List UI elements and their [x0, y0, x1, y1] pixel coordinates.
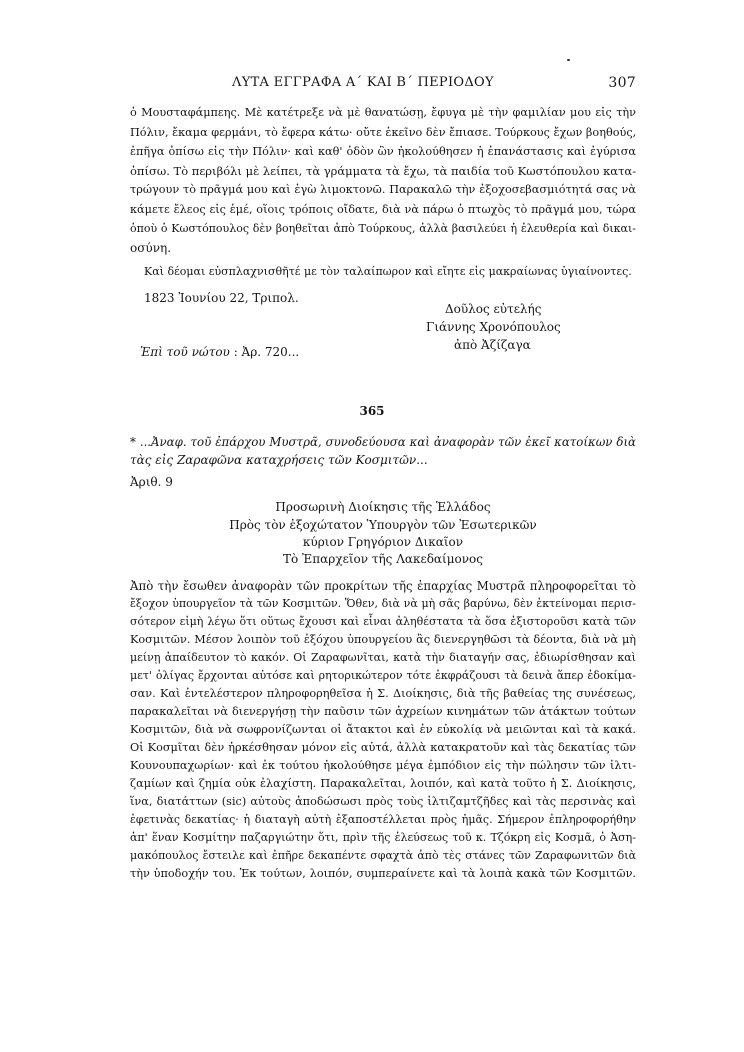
text-line: ζαμίων καὶ ζημία οὐκ ἐλαχίστη. Παρακαλεῖται, λοιπόν, καὶ κατὰ τοῦτο ἡ Σ. Διοίκησις,	[130, 777, 636, 790]
text-line: ἐπῆγα ὀπίσω εἰς τὴν Πόλιν· καὶ καθ' ὁδὸν ὢν ἠκολούθησεν ἡ ἐπανάστασις καὶ ἐγύρισα	[130, 145, 636, 158]
text-line: Κοσμιτῶν, διὰ νὰ σωφρονίζωνται οἱ ἄτακτοι καὶ ἐν εὐκολίᾳ νὰ μειῶνται καὶ τὰ κακά.	[130, 723, 636, 736]
text-line: σαν. Καὶ ἐντελέστερον πληροφορηθεῖσα ἡ Σ. Διοίκησις, διὰ τῆς βαθείας της συνέσεως,	[130, 687, 636, 700]
running-title: ΛΥΤΑ ΕΓΓΡΑΦΑ Α΄ ΚΑΙ Β΄ ΠΕΡΙΟΔΟΥ	[232, 75, 494, 90]
text-line: τὴν ὑποδοχήν του. Ἐκ τούτων, λοιπόν, συμπεραίνετε καὶ τὰ λοιπὰ κακὰ τῶν Κοσμιτῶν.	[130, 867, 636, 880]
text-line: παρακαλεῖται νὰ διενεργήσῃ τὴν παῦσιν τῶν ἀχρείων κινημάτων τῶν ἀτάκτων τούτων	[130, 705, 636, 718]
text-line: μείνῃ ἀπαίδευτον τὸ κακόν. Οἱ Ζαραφωνῖται, κατὰ τὴν διαταγήν σας, ἐδιωρίσθησαν καὶ	[130, 651, 636, 664]
address-line: Προσωρινὴ Διοίκησις τῆς Ἑλλάδος	[275, 500, 491, 514]
text-line: Κοσμιτῶν. Μέσον λοιπὸν τοῦ ἐξόχου ὑπουργείου ἂς διενεργηθῶσι τὰ δέοντα, διὰ νὰ μὴ	[130, 633, 636, 646]
text-line: ἐφετινὰς δεκατίας· ἡ διαταγὴ αὐτὴ ἐξαποστέλλεται πρὸς ἡμᾶς. Σήμερον ἐπληροφορήθην	[130, 813, 636, 826]
text-line: Πόλιν, ἔκαμα φερμάνι, τὸ ἔφερα κάτω· οὔτε ἐκεῖνο δὲν ἔπιασε. Τούρκους ἔχων βοηθούς,	[130, 126, 637, 139]
document-summary: τὰς εἰς Ζαραφῶνα καταχρήσεις τῶν Κοσμιτῶν...	[130, 453, 428, 467]
signature-line: Δοῦλος εὐτελής	[445, 302, 542, 316]
text-line: ὀπίσω. Τὸ περιβόλι μὲ λείπει, τὰ γράμματα τὰ ἔχω, τὰ παιδία τοῦ Κωστόπουλου κατα-	[130, 164, 637, 178]
text-line: ἀπ' ἕναν Κοσμίτην παζαργιώτην ὅτι, πρὶν τῆς ἐλεύσεως τοῦ κ. Τζόκρη εἰς Κοσμᾶ, ὁ Ἀση-	[130, 831, 636, 844]
document-number: 365	[359, 404, 385, 418]
address-line: Πρὸς τὸν ἐξοχώτατον Ὑπουργὸν τῶν Ἐσωτερικῶν	[229, 518, 537, 532]
signature-line: ἀπὸ Ἀζίζαγα	[454, 338, 531, 352]
text-line: μετ' ὀλίγας ἔρχονται αὐτόσε καὶ ρητορικώτερον τότε ἐκφράζουσι τὰ δεινὰ ἅπερ ἐδοκίμα-	[130, 669, 636, 682]
verso-value: : Ἀρ. 720...	[233, 345, 300, 359]
verso-note	[140, 345, 299, 359]
address-line: κύριον Γρηγόριον Δικαῖον	[302, 535, 464, 549]
reference-number: Ἀριθ. 9	[130, 475, 173, 489]
text-line: ὁποὺ ὁ Κωστόπουλος δὲν βοηθεῖται ἀπὸ Τούρκους, ἀλλὰ βασιλεύει ἡ ἐλευθερία καὶ δικαι-	[130, 222, 636, 235]
text-line: Οἱ Κοσμῖται δὲν ἠρκέσθησαν μόνον εἰς αὐτά, ἀλλὰ κατακρατοῦν καὶ τὰς δεκατίας τῶν	[130, 741, 636, 754]
text-line: κάμετε ἔλεος εἰς ἐμέ, οἵοις τρόποις οἴδατε, διὰ νὰ πάρω ὁ πτωχὸς τὸ πρᾶγμά μου, τώρα	[130, 203, 636, 216]
signature-name: Γιάννης Χρονόπουλος	[426, 320, 561, 334]
text-line: τρώγουν τὸ πρᾶγμά μου καὶ ἐγὼ λιμοκτονῶ. Παρακαλῶ τὴν ἐξοχοσεβασμιότητά σας νὰ	[130, 183, 636, 196]
text-line: ὁ Μουσταφάμπεης. Μὲ κατέτρεξε νὰ μὲ θανατώσῃ, ἔφυγα μὲ τὴν φαμιλίαν μου εἰς τὴν	[130, 106, 636, 119]
text-line: ἵνα, διατάττων (sic) αὐτοὺς ἀποδώσωσι πρὸς τοὺς ἰλτιζαμτζῆδες καὶ τὰς περσινὰς καὶ	[130, 795, 636, 808]
letter-date: 1823 Ἰουνίου 22, Τριπολ.	[144, 291, 299, 305]
text-line: μακόπουλος ἔστειλε καὶ ἐπῆρε δεκαπέντε σφαχτὰ ἀπὸ τὲς στάνες τῶν Ζαραφωνιτῶν διὰ	[130, 849, 636, 862]
text-line-last: οσύνη.	[130, 241, 172, 255]
ink-speck	[567, 59, 570, 61]
text-line: ἔξοχον ὑπουργεῖον τὰ τῶν Κοσμιτῶν. Ὅθεν, διὰ νὰ μὴ σᾶς βαρύνω, δὲν ἐκτείνομαι περισ-	[130, 597, 636, 610]
document-summary: * ...Ἀναφ. τοῦ ἐπάρχου Μυστρᾶ, συνοδεύουσα καὶ ἀναφορὰν τῶν ἐκεῖ κατοίκων διὰ	[130, 435, 636, 449]
page-number: 307	[608, 75, 636, 91]
text-line: Ἀπὸ τὴν ἔσωθεν ἀναφορὰν τῶν προκρίτων τῆς ἐπαρχίας Μυστρᾶ πληροφορεῖται τὸ	[130, 579, 636, 593]
text-line: σότερον εἰμὴ λέγω ὅτι οὕτως ἔχουσι καὶ εἶναι ἀληθέστατα τὰ ὅσα ἐξιστοροῦσι κατὰ τῶν	[130, 615, 636, 628]
closing-line: Καὶ δέομαι εὐσπλαχνισθῆτέ με τὸν ταλαίπωρον καὶ εἴητε εἰς μακραίωνας ὑγιαίνοντες.	[144, 265, 632, 278]
text-line: Κουνουπαχωρίων· καὶ ἐκ τούτου ἠκολούθησε μέγα ἐμπόδιον εἰς τὴν πώλησιν τῶν ἰλτι-	[130, 759, 636, 772]
verso-label: Ἐπὶ τοῦ νώτου	[140, 345, 230, 359]
address-line: Τὸ Ἐπαρχεῖον τῆς Λακεδαίμονος	[283, 552, 483, 566]
